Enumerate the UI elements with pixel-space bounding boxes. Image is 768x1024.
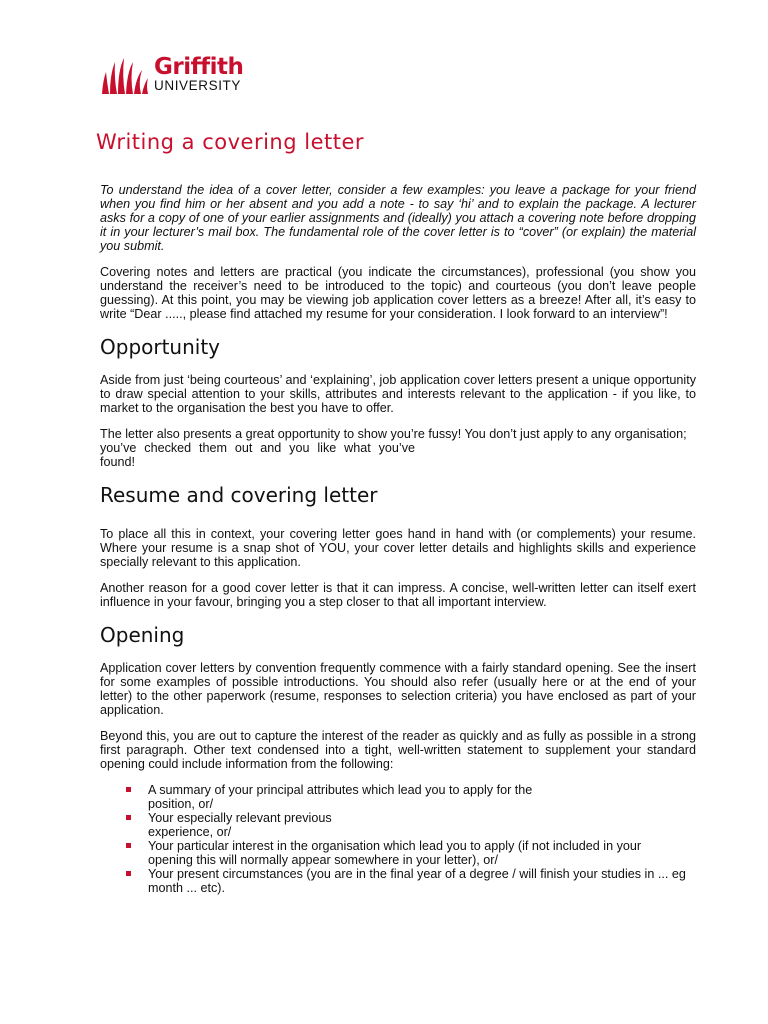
body-paragraph: Another reason for a good cover letter is that it can impress. A concise, well-written letter can itself exert influence in your favour, bringing you a step closer to that all important interview.: [100, 581, 696, 609]
body-paragraph: Beyond this, you are out to capture the interest of the reader as quickly and as fully as possible in a strong first paragraph. Other text condensed into a tight, well-written statement to supplement your standard opening could include information from the following:: [100, 729, 696, 771]
page-title: Writing a covering letter: [96, 130, 365, 154]
section-heading-resume: Resume and covering letter: [100, 483, 378, 507]
body-paragraph: To place all this in context, your covering letter goes hand in hand with (or complements) your resume. Where your resume is a snap shot of YOU, your cover letter details and highlights skills and experience specially relevant to this application.: [100, 527, 696, 569]
section-heading-opening: Opening: [100, 623, 185, 647]
griffith-logo: [100, 56, 243, 96]
body-paragraph: Application cover letters by convention frequently commence with a fairly standard opening. See the insert for some examples of possible introductions. You should also refer (usually here or at the end of your letter) to the other paperwork (resume, responses to selection criteria) you have enclosed as part of your application.: [100, 661, 696, 717]
logo-name: Griffith: [154, 54, 244, 80]
square-bullet-icon: [126, 871, 131, 876]
list-item: Your particular interest in the organisation which lead you to apply (if not included in your opening this will normally appear somewhere in your letter), or/: [100, 839, 696, 867]
logo-subtitle: UNIVERSITY: [154, 78, 242, 93]
list-item: A summary of your principal attributes which lead you to apply for the position, or/: [100, 783, 696, 811]
list-item: Your present circumstances (you are in the final year of a degree / will finish your studies in ... eg month ... etc).: [100, 867, 696, 895]
body-paragraph: Aside from just ‘being courteous’ and ‘explaining’, job application cover letters present a unique opportunity to draw special attention to your skills, attributes and interests relevant to the application - if you like, to market to the organisation the best you have to offer.: [100, 373, 696, 415]
body-paragraph: The letter also presents a great opportunity to show you’re fussy! You don’t just apply to any organisation;: [100, 427, 687, 441]
section-heading-opportunity: Opportunity: [100, 335, 221, 359]
body-paragraph: Covering notes and letters are practical (you indicate the circumstances), professional (you show you understand the receiver’s need to be introduced to the topic) and courteous (you don’t leave people guessing). At this point, you may be viewing job application cover letters as a breeze! After all, it’s easy to write “Dear ....., please find attached my resume for your consideration. I look forward to an interview”!: [100, 265, 696, 321]
list-item: Your especially relevant previous experience, or/: [100, 811, 696, 839]
intro-paragraph: To understand the idea of a cover letter, consider a few examples: you leave a package for your friend when you find him or her absent and you add a note - to say ‘hi’ and to explain the package. A lecturer asks for a copy of one of your earlier assignments and (ideally) you attach a covering note before dropping it in your lecturer’s mail box. The fundamental role of the cover letter is to “cover” (or explain) the material you submit.: [100, 183, 696, 253]
griffith-flame-icon: [100, 56, 150, 96]
opening-bullet-list: [100, 783, 696, 895]
square-bullet-icon: [126, 787, 131, 792]
square-bullet-icon: [126, 815, 131, 820]
body-paragraph: you’ve checked them out and you like what you’ve found!: [100, 441, 415, 469]
square-bullet-icon: [126, 843, 131, 848]
document-body: [96, 130, 696, 895]
